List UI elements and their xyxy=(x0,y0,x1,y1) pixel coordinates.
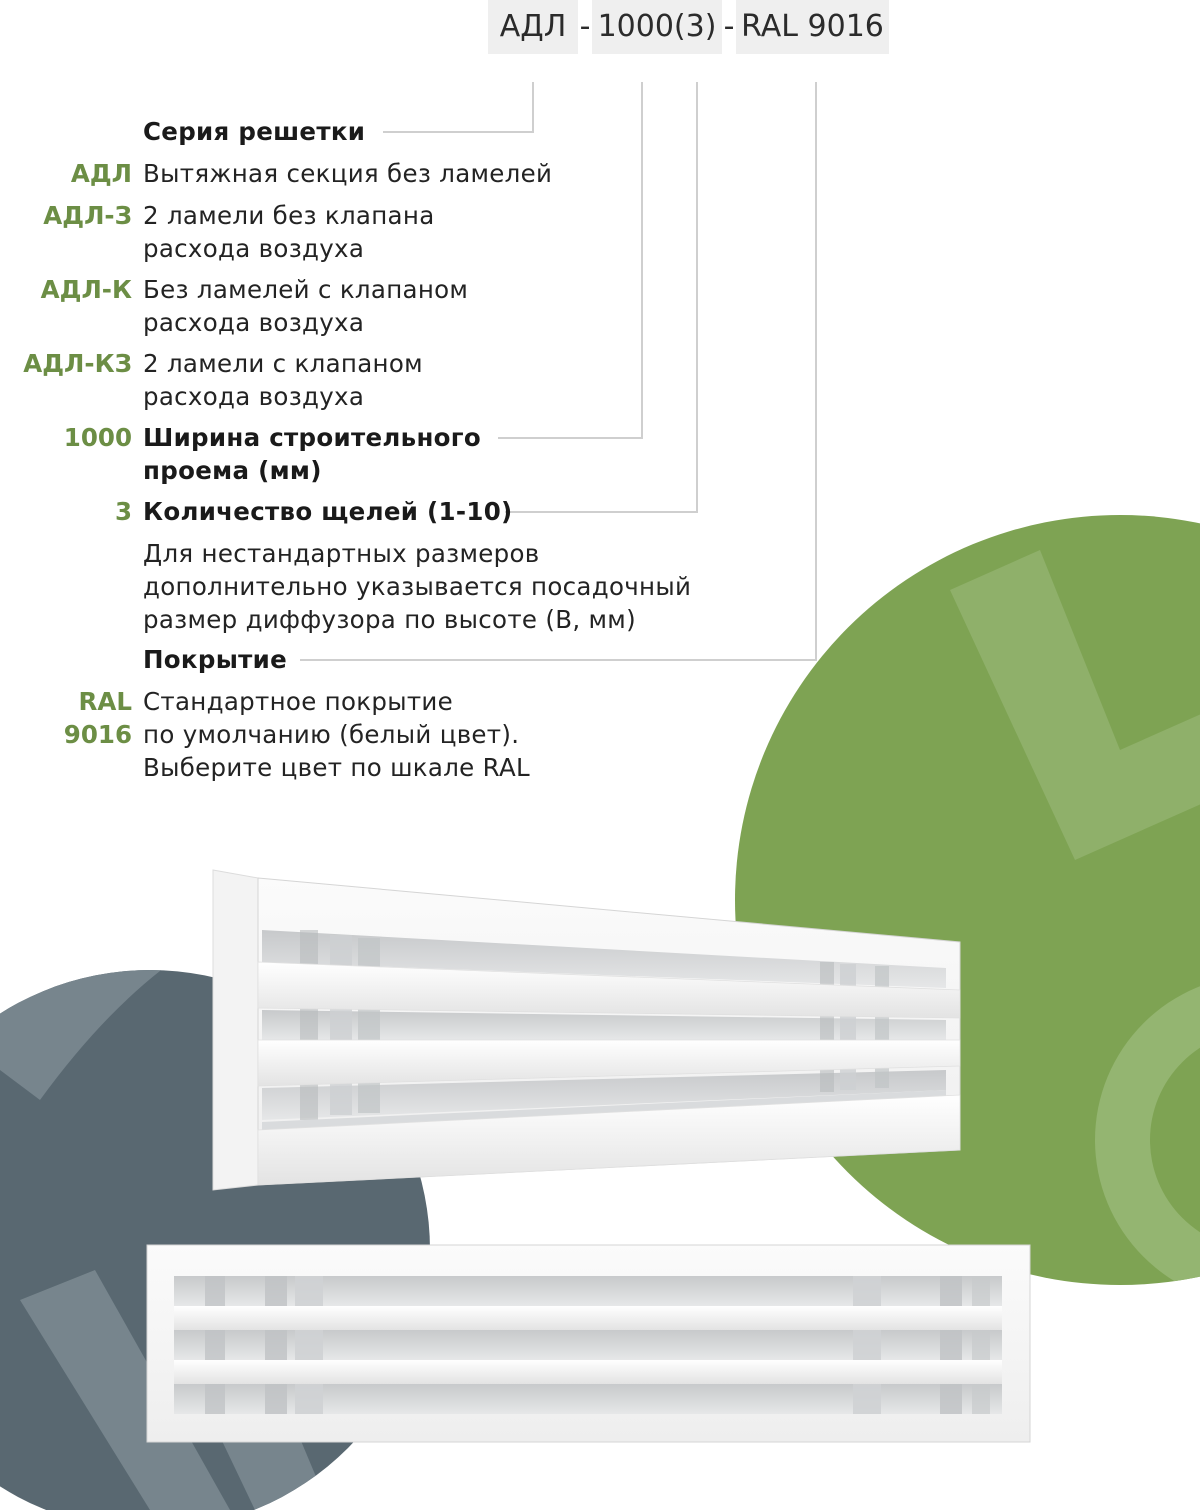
width-title-line2: проема (мм) xyxy=(143,456,322,485)
desc-adl-3-line2: расхода воздуха xyxy=(143,234,365,263)
code-ral-line1: RAL xyxy=(78,687,132,716)
grille-perspective xyxy=(213,870,960,1190)
ral-desc-line3: Выберите цвет по шкале RAL xyxy=(143,753,530,782)
code-adl-kz: АДЛ-КЗ xyxy=(23,349,132,378)
code-adl-3: АДЛ-З xyxy=(43,201,132,230)
code-separator: - xyxy=(723,9,735,44)
note-line2: дополнительно указывается посадочный xyxy=(143,572,692,601)
width-title-line1: Ширина строительного xyxy=(143,423,482,452)
desc-adl-k-line2: расхода воздуха xyxy=(143,308,365,337)
code-size-chip: 1000(3) xyxy=(592,0,722,54)
coating-title: Покрытие xyxy=(143,645,288,674)
slots-title: Количество щелей (1-10) xyxy=(143,497,513,526)
grille-front xyxy=(147,1245,1030,1442)
note-line3: размер диффузора по высоте (В, мм) xyxy=(143,605,636,634)
code-separator: - xyxy=(579,9,591,44)
code-adl-k: АДЛ-К xyxy=(40,275,132,304)
code-adl: АДЛ xyxy=(70,159,132,188)
code-slots: 3 xyxy=(114,497,132,526)
code-series-chip: АДЛ xyxy=(488,0,578,54)
desc-adl: Вытяжная секция без ламелей xyxy=(143,159,553,188)
ral-desc-line1: Стандартное покрытие xyxy=(143,687,454,716)
desc-adl-kz-line1: 2 ламели с клапаном xyxy=(143,349,423,378)
desc-adl-kz-line2: расхода воздуха xyxy=(143,382,365,411)
code-ral-line2: 9016 xyxy=(63,720,132,749)
ral-desc-line2: по умолчанию (белый цвет). xyxy=(143,720,520,749)
code-color-chip: RAL 9016 xyxy=(736,0,889,54)
code-width: 1000 xyxy=(63,423,132,452)
desc-adl-k-line1: Без ламелей с клапаном xyxy=(143,275,469,304)
note-line1: Для нестандартных размеров xyxy=(143,539,540,568)
desc-adl-3-line1: 2 ламели без клапана xyxy=(143,201,435,230)
series-title: Серия решетки xyxy=(143,117,366,146)
